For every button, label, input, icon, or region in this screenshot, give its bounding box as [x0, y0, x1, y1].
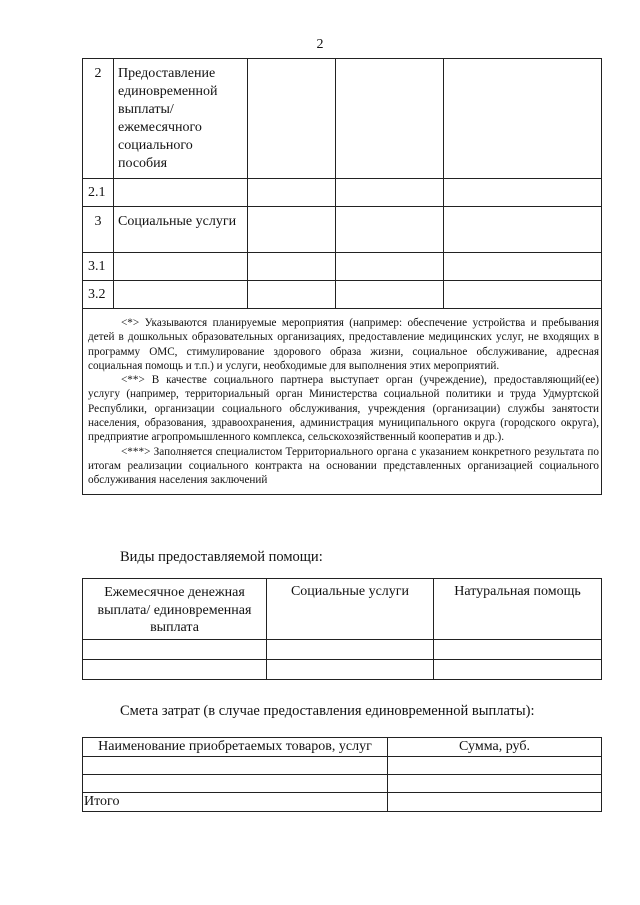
row-name: Социальные услуги	[114, 207, 248, 253]
activities-table	[82, 58, 602, 495]
empty-cell	[444, 281, 602, 309]
table-row	[83, 757, 602, 775]
table-row	[83, 59, 602, 179]
table-row	[83, 207, 602, 253]
assistance-types-table	[82, 578, 602, 680]
header-goods-services: Наименование приобретаемых товаров, услуг	[83, 738, 388, 757]
table-row	[83, 775, 602, 793]
row-number: 2.1	[83, 179, 114, 207]
empty-cell	[388, 775, 602, 793]
empty-cell	[248, 253, 336, 281]
empty-cell	[444, 59, 602, 179]
empty-cell	[388, 757, 602, 775]
footnote-1: <*> Указываются планируемые мероприятия (например: обеспечение устройства и пребывания детей в дошкольных образовательных организациях, предоставление медицинских услуг, не входящих в программу ОМС, стимулирование здорового образа жизни, социальное обслуживание, адресная социальная помощь и т.п.) и услуги, необходимые для выполнения этих мероприятий.	[88, 317, 599, 372]
empty-cell	[83, 775, 388, 793]
cost-estimate-caption: Смета затрат (в случае предоставления единовременной выплаты):	[120, 703, 535, 719]
empty-cell	[83, 640, 267, 660]
empty-cell	[83, 660, 267, 680]
header-amount: Сумма, руб.	[388, 738, 602, 757]
table-row	[83, 660, 602, 680]
empty-cell	[444, 253, 602, 281]
notes-row	[83, 309, 602, 495]
row-number: 3	[83, 207, 114, 253]
row-name: Предоставление единовременной выплаты/ ежемесячного социального пособия	[114, 59, 248, 179]
table-row	[83, 793, 602, 812]
empty-cell	[434, 640, 602, 660]
cost-estimate-table	[82, 737, 602, 812]
empty-cell	[267, 640, 434, 660]
footnote-3: <***> Заполняется специалистом Территориального органа с указанием конкретного результата по итогам реализации социального контракта на основании представленных организацией социального обслуживания населения заключений	[88, 445, 599, 487]
empty-cell	[444, 207, 602, 253]
empty-cell	[248, 59, 336, 179]
table-row	[83, 179, 602, 207]
row-name	[114, 281, 248, 309]
assistance-types-caption: Виды предоставляемой помощи:	[120, 549, 323, 565]
table-row	[83, 579, 602, 640]
table-row	[83, 640, 602, 660]
row-number: 3.1	[83, 253, 114, 281]
empty-cell	[248, 207, 336, 253]
empty-cell	[336, 253, 444, 281]
empty-cell	[336, 281, 444, 309]
empty-cell	[248, 179, 336, 207]
empty-cell	[336, 207, 444, 253]
table-row	[83, 281, 602, 309]
table-row	[83, 253, 602, 281]
row-number: 2	[83, 59, 114, 179]
table-row	[83, 738, 602, 757]
row-name	[114, 179, 248, 207]
header-natural-aid: Натуральная помощь	[434, 579, 602, 640]
row-name	[114, 253, 248, 281]
row-number: 3.2	[83, 281, 114, 309]
page-number: 2	[316, 37, 324, 52]
empty-cell	[388, 793, 602, 812]
empty-cell	[444, 179, 602, 207]
header-social-services: Социальные услуги	[267, 579, 434, 640]
empty-cell	[336, 59, 444, 179]
empty-cell	[336, 179, 444, 207]
empty-cell	[83, 757, 388, 775]
empty-cell	[248, 281, 336, 309]
empty-cell	[267, 660, 434, 680]
empty-cell	[434, 660, 602, 680]
total-label: Итого	[83, 793, 388, 812]
header-monthly-payment: Ежемесячное денежная выплата/ единовременная выплата	[83, 579, 267, 640]
footnote-2: <**> В качестве социального партнера выступает орган (учреждение), предоставляющий(ее) услугу (например, территориальный орган Министерства социальной политики и труда Удмуртской Республики, организации социального обслуживания, учреждения (организации) службы занятости населения, образования, здравоохранения, администрация муниципального округа (городского округа), предприятие агропромышленного комплекса, сельскохозяйственный кооператив и др.).	[88, 374, 599, 444]
footnotes	[83, 309, 602, 495]
